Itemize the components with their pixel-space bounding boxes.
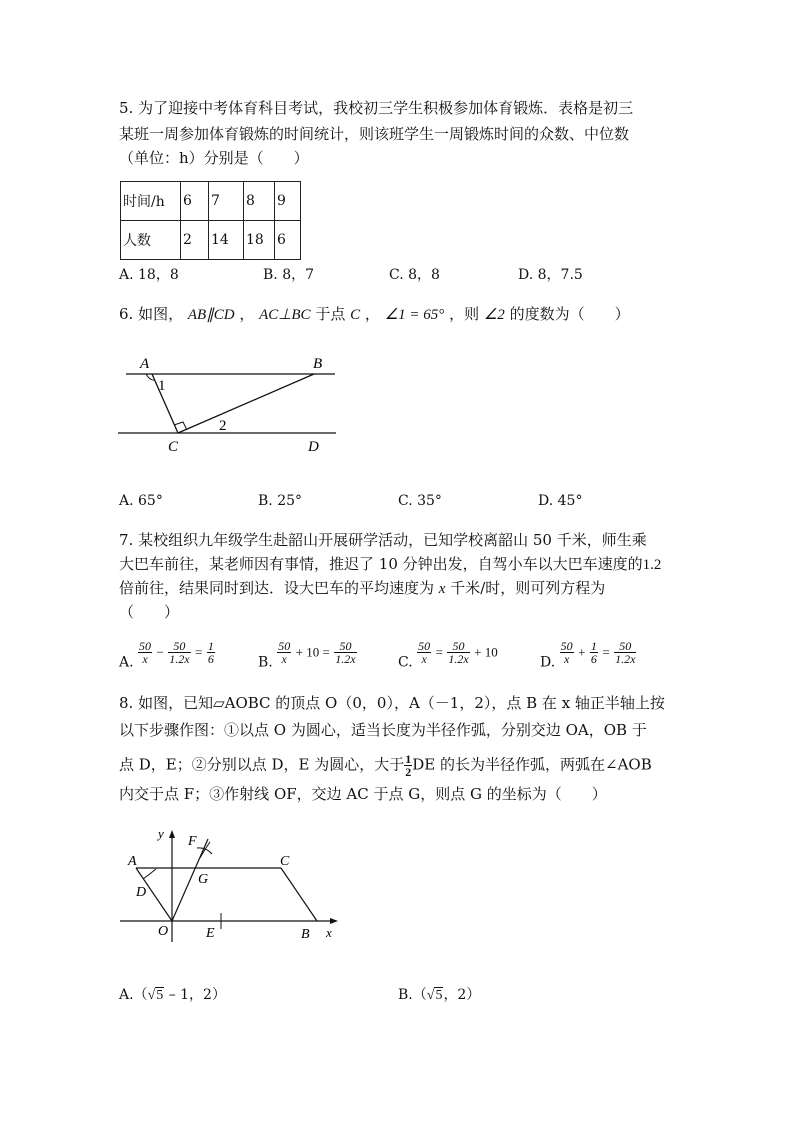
table-row	[121, 182, 301, 221]
table-cell: 9	[275, 182, 301, 221]
q7-line4: （ ）	[119, 603, 180, 621]
label-o: O	[158, 924, 169, 939]
q6-option-c[interactable]: C. 35°	[398, 493, 442, 509]
label-angle-1: 1	[158, 378, 166, 394]
option-prefix: B.（	[398, 987, 427, 1003]
option-suffix: – 1，2）	[164, 987, 226, 1003]
table-cell: 14	[209, 221, 244, 260]
q6-cond-parallel: AB∥CD	[187, 307, 235, 323]
q6-angle1: ∠1 = 65°	[384, 307, 445, 323]
q6-sep: ，	[239, 305, 255, 323]
arc-d	[143, 869, 156, 879]
fraction: $\frac{50}{x}$	[418, 639, 431, 666]
fraction: $\frac{50}{1.2x}$	[615, 639, 636, 666]
table-cell: 6	[181, 182, 209, 221]
y-axis-arrow	[169, 830, 175, 838]
radicand: 5	[435, 988, 443, 1003]
fraction: $\frac{50}{x}$	[560, 639, 573, 666]
label-a: A	[140, 356, 150, 372]
q7-option-a[interactable]	[119, 640, 215, 673]
q8-line3-a: 点 D，E；②分别以点 D，E 为圆心，大于	[119, 755, 405, 774]
q5-option-c[interactable]: C. 8，8	[389, 267, 440, 283]
option-prefix: A.（	[119, 987, 148, 1003]
operator: + 10 =	[295, 644, 330, 660]
table-cell: 2	[181, 221, 209, 260]
label-b: B	[313, 356, 323, 372]
q6-angle2: ∠2	[483, 307, 505, 323]
option-label: C.	[398, 654, 413, 671]
q5-option-a[interactable]: A. 18，8	[119, 267, 179, 283]
sqrt-sign: √	[426, 988, 435, 1003]
q5-line3: （单位：h）分别是（ ）	[119, 149, 309, 167]
table-cell: 7	[209, 182, 244, 221]
operator: =	[602, 644, 610, 660]
q8-line2: 以下步骤作图：①以点 O 为圆心，适当长度为半径作弧，分别交边 OA，OB 于	[119, 721, 647, 739]
table-cell: 18	[244, 221, 275, 260]
q6-suffix: 的度数为（ ）	[509, 305, 630, 323]
fraction: $\frac{50}{1.2x}$	[335, 639, 356, 666]
segment-bc	[178, 374, 314, 433]
label-b: B	[301, 927, 310, 942]
table-cell: 人数	[121, 221, 181, 260]
label-d: D	[136, 885, 147, 900]
fraction: $\frac{50}{x}$	[139, 639, 152, 666]
option-label: D.	[540, 654, 556, 671]
label-d: D	[308, 439, 319, 455]
q8-option-b[interactable]	[398, 985, 480, 1006]
label-g: G	[198, 872, 209, 887]
q8-option-a[interactable]	[119, 985, 226, 1006]
label-c: C	[168, 439, 179, 455]
q5-line1: 5. 为了迎接中考体育科目考试，我校初三学生积极参加体育锻炼．表格是初三	[119, 99, 634, 117]
q8-line3-b: DE 的长为半径作弧，两弧在∠AOB	[412, 755, 652, 774]
label-a: A	[128, 854, 137, 869]
table-cell: 时间/h	[121, 182, 181, 221]
q8-line4: 内交于点 F；③作射线 OF，交边 AC 于点 G，则点 G 的坐标为（ ）	[119, 785, 607, 803]
side-bc	[281, 868, 317, 921]
label-f: F	[188, 834, 197, 849]
q6-question	[119, 304, 630, 325]
q6-cond-perpendicular: AC⊥BC	[259, 307, 311, 323]
q7-line2	[119, 554, 661, 575]
label-x: x	[326, 925, 332, 940]
q6-option-d[interactable]: D. 45°	[538, 493, 583, 509]
label-angle-2: 2	[219, 418, 227, 434]
q7-ratio: 1.2	[642, 557, 662, 573]
q7-line3-b: 千米/时，则可列方程为	[450, 579, 606, 597]
q7-option-c[interactable]	[398, 640, 498, 673]
q6-figure	[110, 348, 350, 458]
q5-line2: 某班一周参加体育锻炼的时间统计，则该班学生一周锻炼时间的众数、中位数	[119, 125, 630, 143]
operator: −	[156, 644, 164, 660]
q6-point-c: C	[350, 307, 361, 323]
sqrt-sign: √	[147, 988, 156, 1003]
fraction-half: $\frac{1}{2}$	[405, 752, 412, 779]
q8-figure	[110, 822, 350, 944]
q6-mid: 于点	[315, 305, 346, 323]
label-y: y	[158, 826, 164, 841]
label-e: E	[206, 926, 215, 941]
q7-line1: 7. 某校组织九年级学生赴韶山开展研学活动，已知学校离韶山 50 千米，师生乘	[119, 531, 647, 549]
table-cell: 6	[275, 221, 301, 260]
q7-option-b[interactable]	[258, 640, 357, 673]
q7-line3-a: 倍前往，结果同时到达．设大巴车的平均速度为	[119, 579, 435, 597]
table-cell: 8	[244, 182, 275, 221]
q7-var-x: x	[438, 581, 446, 597]
q7-line2-text: 大巴车前往，某老师因有事情，推迟了 10 分钟出发，自驾小车以大巴车速度的	[119, 555, 643, 573]
q5-option-b[interactable]: B. 8，7	[263, 267, 315, 283]
operator: =	[435, 644, 443, 660]
fraction: $\frac{50}{1.2x}$	[448, 639, 469, 666]
option-label: A.	[119, 654, 134, 671]
q7-option-d[interactable]	[540, 640, 636, 673]
q8-line1: 8. 如图，已知▱AOBC 的顶点 O（0，0），A（－1，2），点 B 在 x 轴正半轴上按	[119, 694, 665, 712]
fraction: $\frac{50}{x}$	[278, 639, 291, 666]
fraction: $\frac{1}{6}$	[207, 639, 214, 666]
q6-prefix: 6. 如图，	[119, 305, 184, 323]
label-c: C	[280, 854, 290, 869]
table-row	[121, 221, 301, 260]
q6-sep2: ，	[364, 305, 380, 323]
fraction: $\frac{1}{6}$	[590, 639, 597, 666]
operator: =	[195, 644, 203, 660]
operator: +	[578, 644, 586, 660]
option-label: B.	[258, 654, 273, 671]
q5-table	[120, 181, 301, 260]
x-axis-arrow	[330, 918, 338, 924]
q7-line3	[119, 578, 605, 599]
option-suffix: ，2）	[443, 987, 481, 1003]
q8-line3	[119, 753, 652, 778]
radicand: 5	[156, 988, 164, 1003]
q6-option-b[interactable]: B. 25°	[258, 493, 303, 509]
q5-option-d[interactable]: D. 8，7.5	[518, 267, 583, 283]
q6-option-a[interactable]: A. 65°	[119, 493, 163, 509]
q6-mid2: ，则	[449, 305, 480, 323]
operator: + 10	[474, 644, 498, 660]
fraction: $\frac{50}{1.2x}$	[169, 639, 190, 666]
